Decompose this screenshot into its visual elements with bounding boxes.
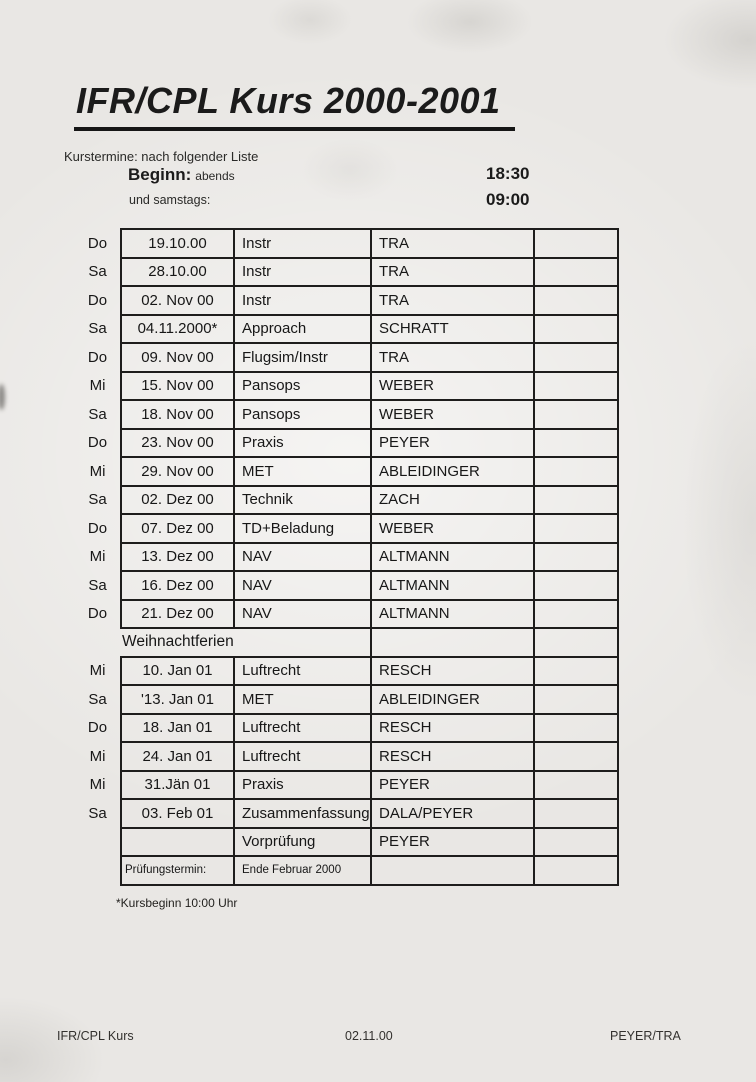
scan-smudge xyxy=(0,384,5,410)
start-time-evening-line xyxy=(128,165,235,185)
day-label: Mi xyxy=(89,462,106,480)
table-row xyxy=(75,429,618,458)
instructor-cell xyxy=(371,628,534,657)
beginn-label: Beginn: xyxy=(128,165,192,184)
day-label: Mi xyxy=(89,776,106,794)
footer-authors: PEYER/TRA xyxy=(610,1029,681,1043)
date-cell xyxy=(121,828,234,857)
date-cell: 13. Dez 00 xyxy=(121,543,234,572)
saturday-start-time: 09:00 xyxy=(486,190,530,209)
notes-cell xyxy=(534,372,618,401)
notes-cell xyxy=(534,571,618,600)
subject-cell: Pansops xyxy=(234,372,371,401)
table-row xyxy=(75,742,618,771)
subject-cell: Approach xyxy=(234,315,371,344)
day-label: Mi xyxy=(89,548,106,566)
notes-cell xyxy=(534,685,618,714)
date-cell: 31.Jän 01 xyxy=(121,771,234,800)
notes-cell xyxy=(534,657,618,686)
table-row xyxy=(75,343,618,372)
table-row xyxy=(75,571,618,600)
subject-cell: Flugsim/Instr xyxy=(234,343,371,372)
instructor-cell: ABLEIDINGER xyxy=(371,457,534,486)
table-row xyxy=(75,286,618,315)
notes-cell xyxy=(534,286,618,315)
day-label: Do xyxy=(87,434,108,452)
subject-cell: Zusammenfassung xyxy=(234,799,371,828)
table-row xyxy=(75,714,618,743)
notes-cell xyxy=(534,799,618,828)
day-label: Do xyxy=(87,519,108,537)
schedule-table xyxy=(75,228,619,886)
table-row xyxy=(75,229,618,258)
day-label: Mi xyxy=(89,662,106,680)
table-row xyxy=(75,856,618,885)
instructor-cell: ALTMANN xyxy=(371,543,534,572)
table-row xyxy=(75,315,618,344)
day-label: Sa xyxy=(88,576,107,594)
instructor-cell: PEYER xyxy=(371,828,534,857)
table-row xyxy=(75,628,618,657)
notes-cell xyxy=(534,856,618,885)
instructor-cell: PEYER xyxy=(371,429,534,458)
holiday-break-label: Weihnachtferien xyxy=(121,628,371,657)
day-label xyxy=(75,828,121,857)
notes-cell xyxy=(534,543,618,572)
exam-date-label: Prüfungstermin: xyxy=(121,856,234,885)
notes-cell xyxy=(534,628,618,657)
instructor-cell: RESCH xyxy=(371,742,534,771)
date-cell: 15. Nov 00 xyxy=(121,372,234,401)
table-row xyxy=(75,543,618,572)
date-cell: 03. Feb 01 xyxy=(121,799,234,828)
subject-cell: Technik xyxy=(234,486,371,515)
table-row xyxy=(75,685,618,714)
date-cell: 21. Dez 00 xyxy=(121,600,234,629)
table-row xyxy=(75,771,618,800)
table-row xyxy=(75,657,618,686)
instructor-cell: RESCH xyxy=(371,657,534,686)
notes-cell xyxy=(534,258,618,287)
instructor-cell: TRA xyxy=(371,343,534,372)
day-label: Sa xyxy=(88,405,107,423)
instructor-cell: WEBER xyxy=(371,400,534,429)
day-label: Do xyxy=(87,348,108,366)
instructor-cell: WEBER xyxy=(371,372,534,401)
date-cell: 18. Nov 00 xyxy=(121,400,234,429)
subject-cell: MET xyxy=(234,685,371,714)
day-label: Sa xyxy=(88,804,107,822)
table-row xyxy=(75,486,618,515)
instructor-cell: DALA/PEYER xyxy=(371,799,534,828)
subject-cell: MET xyxy=(234,457,371,486)
subject-cell: NAV xyxy=(234,600,371,629)
instructor-cell: TRA xyxy=(371,286,534,315)
beginn-detail: abends xyxy=(195,169,235,183)
footer-document-name: IFR/CPL Kurs xyxy=(57,1029,134,1043)
course-dates-note: Kurstermine: nach folgender Liste xyxy=(64,149,259,164)
date-cell: 09. Nov 00 xyxy=(121,343,234,372)
subject-cell: Praxis xyxy=(234,771,371,800)
instructor-cell: TRA xyxy=(371,258,534,287)
instructor-cell: ZACH xyxy=(371,486,534,515)
table-row xyxy=(75,514,618,543)
table-row xyxy=(75,600,618,629)
day-label: Do xyxy=(87,605,108,623)
instructor-cell xyxy=(371,856,534,885)
date-cell: 18. Jan 01 xyxy=(121,714,234,743)
notes-cell xyxy=(534,600,618,629)
table-row xyxy=(75,400,618,429)
date-cell: 04.11.2000* xyxy=(121,315,234,344)
table-row xyxy=(75,372,618,401)
subject-cell: Instr xyxy=(234,286,371,315)
subject-cell: TD+Beladung xyxy=(234,514,371,543)
saturday-label: und samstags: xyxy=(129,193,211,207)
notes-cell xyxy=(534,742,618,771)
subject-cell: Instr xyxy=(234,258,371,287)
subject-cell: Vorprüfung xyxy=(234,828,371,857)
notes-cell xyxy=(534,828,618,857)
day-label: Do xyxy=(87,234,108,252)
date-cell: 29. Nov 00 xyxy=(121,457,234,486)
notes-cell xyxy=(534,771,618,800)
date-cell: '13. Jan 01 xyxy=(121,685,234,714)
subject-cell: NAV xyxy=(234,571,371,600)
notes-cell xyxy=(534,400,618,429)
instructor-cell: WEBER xyxy=(371,514,534,543)
subject-cell: Luftrecht xyxy=(234,742,371,771)
notes-cell xyxy=(534,429,618,458)
day-label: Sa xyxy=(88,491,107,509)
table-row xyxy=(75,258,618,287)
page-title: IFR/CPL Kurs 2000-2001 xyxy=(74,80,515,131)
day-label: Sa xyxy=(88,263,107,281)
subject-cell: Luftrecht xyxy=(234,657,371,686)
date-cell: 24. Jan 01 xyxy=(121,742,234,771)
date-cell: 10. Jan 01 xyxy=(121,657,234,686)
table-row xyxy=(75,457,618,486)
table-row xyxy=(75,828,618,857)
notes-cell xyxy=(534,343,618,372)
date-cell: 28.10.00 xyxy=(121,258,234,287)
notes-cell xyxy=(534,514,618,543)
day-label: Do xyxy=(87,291,108,309)
subject-cell: NAV xyxy=(234,543,371,572)
evening-start-time: 18:30 xyxy=(486,164,530,183)
instructor-cell: ABLEIDINGER xyxy=(371,685,534,714)
subject-cell: Pansops xyxy=(234,400,371,429)
notes-cell xyxy=(534,486,618,515)
date-cell: 16. Dez 00 xyxy=(121,571,234,600)
notes-cell xyxy=(534,457,618,486)
instructor-cell: RESCH xyxy=(371,714,534,743)
day-label: Sa xyxy=(88,320,107,338)
date-cell: 23. Nov 00 xyxy=(121,429,234,458)
day-label: Mi xyxy=(89,377,106,395)
instructor-cell: PEYER xyxy=(371,771,534,800)
date-cell: 02. Dez 00 xyxy=(121,486,234,515)
subject-cell: Praxis xyxy=(234,429,371,458)
date-cell: 02. Nov 00 xyxy=(121,286,234,315)
subject-cell: Luftrecht xyxy=(234,714,371,743)
date-cell: 07. Dez 00 xyxy=(121,514,234,543)
notes-cell xyxy=(534,229,618,258)
table-row xyxy=(75,799,618,828)
instructor-cell: TRA xyxy=(371,229,534,258)
day-label: Do xyxy=(87,719,108,737)
subject-cell: Instr xyxy=(234,229,371,258)
day-label: Sa xyxy=(88,690,107,708)
day-label: Mi xyxy=(89,747,106,765)
footnote: *Kursbeginn 10:00 Uhr xyxy=(116,896,238,910)
date-cell: 19.10.00 xyxy=(121,229,234,258)
notes-cell xyxy=(534,714,618,743)
day-label xyxy=(75,856,121,885)
day-label xyxy=(75,628,121,657)
exam-date-value: Ende Februar 2000 xyxy=(234,856,371,885)
notes-cell xyxy=(534,315,618,344)
instructor-cell: ALTMANN xyxy=(371,571,534,600)
footer-date: 02.11.00 xyxy=(345,1029,393,1043)
instructor-cell: SCHRATT xyxy=(371,315,534,344)
instructor-cell: ALTMANN xyxy=(371,600,534,629)
